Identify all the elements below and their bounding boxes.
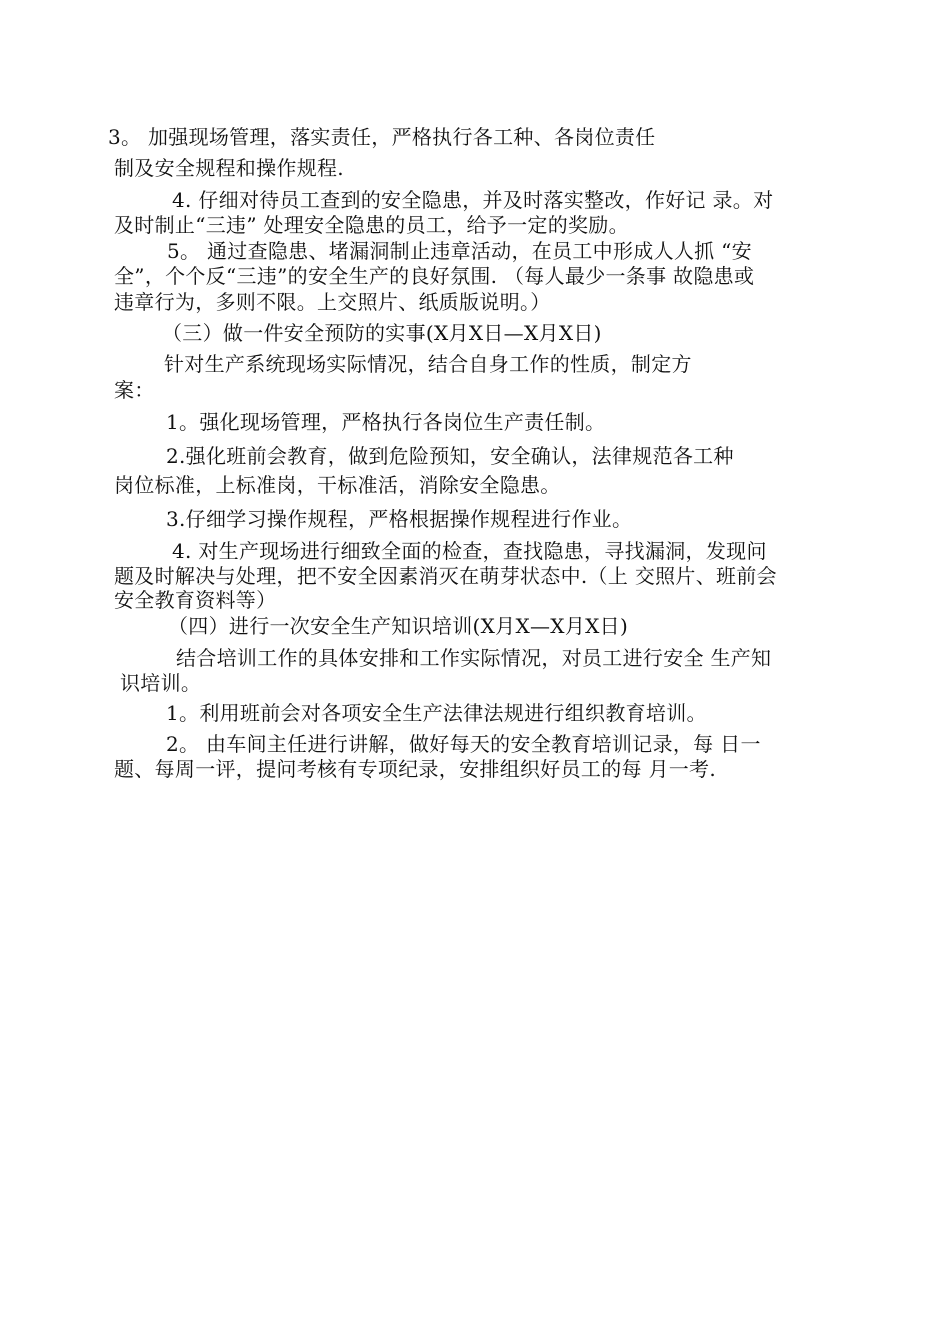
text-line: 5。 通过查隐患、堵漏洞制止违章活动，在员工中形成人人抓 “安 — [167, 239, 752, 263]
text-line: 1。利用班前会对各项安全生产法律法规进行组织教育培训。 — [166, 701, 707, 725]
text-line: 1。强化现场管理，严格执行各岗位生产责任制。 — [166, 410, 606, 434]
text-line: 针对生产系统现场实际情况，结合自身工作的性质，制定方 — [164, 352, 692, 376]
text-line: 制及安全规程和操作规程. — [114, 156, 344, 180]
text-line: 岗位标准，上标准岗，干标准活，消除安全隐患。 — [114, 473, 561, 497]
text-line: 全”，个个反“三违”的安全生产的良好氛围. （每人最少一条事 故隐患或 — [114, 264, 755, 288]
text-line: 4. 对生产现场进行细致全面的检查，查找隐患，寻找漏洞，发现问 — [172, 539, 767, 563]
text-line: 3。 加强现场管理，落实责任，严格执行各工种、各岗位责任 — [108, 125, 656, 149]
text-line: 识培训。 — [120, 671, 202, 695]
text-line: 结合培训工作的具体安排和工作实际情况，对员工进行安全 生产知 — [176, 646, 772, 670]
text-line: 案： — [114, 378, 155, 402]
text-line: 2。 由车间主任进行讲解，做好每天的安全教育培训记录，每 日一 — [166, 732, 761, 756]
section-heading: （三）做一件安全预防的实事(X月X日—X月X日) — [162, 321, 602, 345]
text-line: 安全教育资料等） — [114, 588, 277, 612]
text-line: 题、每周一评，提问考核有专项纪录，安排组织好员工的每 月一考. — [114, 757, 717, 781]
text-line: 违章行为，多则不限。上交照片、纸质版说明。） — [114, 290, 551, 314]
text-line: 2.强化班前会教育，做到危险预知，安全确认，法律规范各工种 — [166, 444, 734, 468]
text-line: 4. 仔细对待员工查到的安全隐患，并及时落实整改，作好记 录。对 — [172, 188, 774, 212]
text-line: 及时制止“三违” 处理安全隐患的员工，给予一定的奖励。 — [114, 213, 629, 237]
text-line: 题及时解决与处理，把不安全因素消灭在萌芽状态中.（上 交照片、班前会 — [114, 564, 777, 588]
text-line: 3.仔细学习操作规程，严格根据操作规程进行作业。 — [166, 507, 633, 531]
section-heading: （四）进行一次安全生产知识培训(X月X—X月X日) — [168, 614, 629, 638]
